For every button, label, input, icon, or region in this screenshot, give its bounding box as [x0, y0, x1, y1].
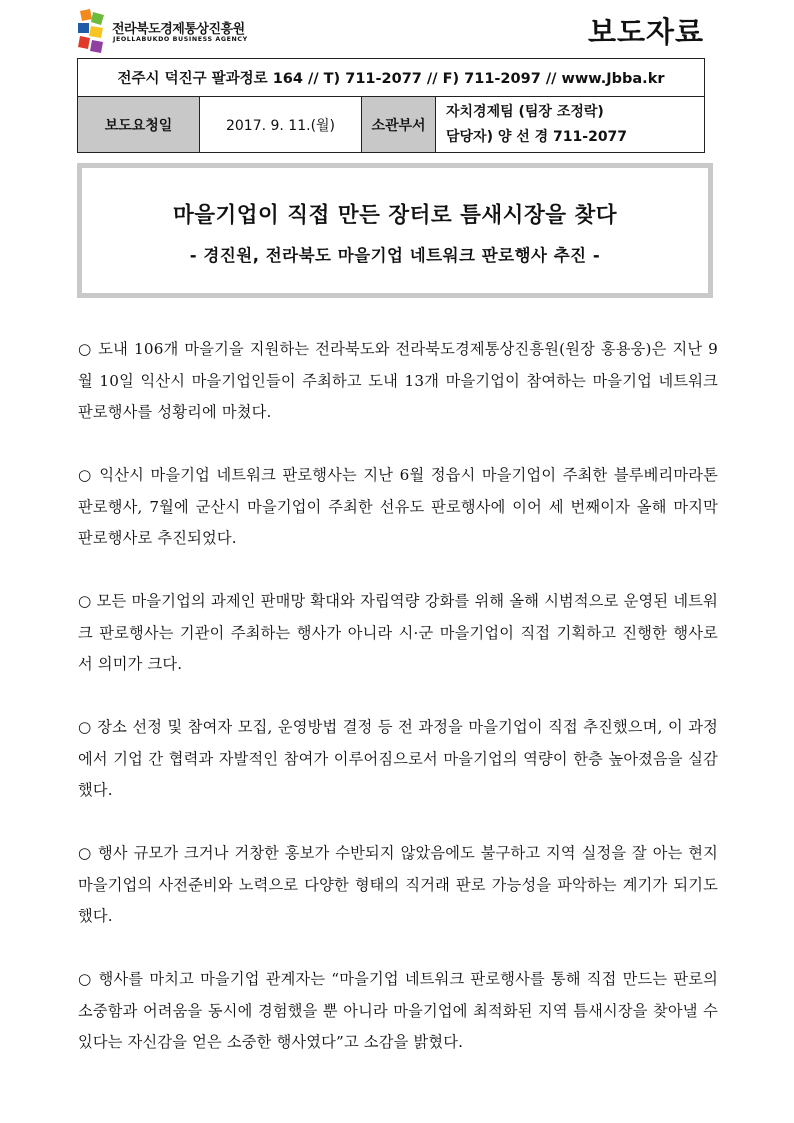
paragraph: ○ 익산시 마을기업 네트워크 판로행사는 지난 6월 정읍시 마을기업이 주최한 블루베리마라톤 판로행사, 7월에 군산시 마을기업이 주최한 선유도 판로행사에 이어 세 번째이자 올해 마지막 판로행사로 추진되었다. [78, 466, 718, 547]
agency-logo [76, 9, 306, 55]
department-info [436, 97, 704, 152]
agency-name-korean: 전라북도경제통상진흥원 [112, 22, 245, 37]
request-date-label: 보도요청일 [78, 97, 200, 152]
department-contact: 담당자) 양 선 경 711-2077 [446, 128, 628, 145]
subheadline: - 경진원, 전라북도 마을기업 네트워크 판로행사 추진 - [189, 246, 601, 265]
agency-name-english: JEOLLABUKDO BUSINESS AGENCY [113, 36, 248, 43]
request-date-value: 2017. 9. 11.(월) [200, 97, 362, 152]
paragraph: ○ 행사 규모가 크거나 거창한 홍보가 수반되지 않았음에도 불구하고 지역 실정을 잘 아는 현지 마을기업의 사전준비와 노력으로 다양한 형태의 직거래 판로 가능성을 파악하는 계기가 되기도 했다. [78, 844, 718, 925]
department-label: 소관부서 [362, 97, 436, 152]
paragraph: ○ 모든 마을기업의 과제인 판매망 확대와 자립역량 강화를 위해 올해 시범적으로 운영된 네트워크 판로행사는 기관이 주최하는 행사가 아니라 시·군 마을기업이 직접 기획하고 진행한 행사로서 의미가 크다. [78, 592, 718, 673]
contact-line: 전주시 덕진구 팔과정로 164 // T) 711-2077 // F) 711-2097 // www.Jbba.kr [78, 59, 704, 97]
headline-box [77, 163, 713, 298]
department-team: 자치경제팀 (팀장 조정락) [446, 103, 604, 120]
paragraph: ○ 도내 106개 마을기을 지원하는 전라북도와 전라북도경제통상진흥원(원장 홍용웅)은 지난 9월 10일 익산시 마을기업인들이 주최하고 도내 13개 마을기업이 참여하는 마을기업 네트워크 판로행사를 성황리에 마쳤다. [78, 340, 718, 421]
document-type-title: 보도자료 [587, 15, 704, 49]
paragraph: ○ 행사를 마치고 마을기업 관계자는 “마을기업 네트워크 판로행사를 통해 직접 만드는 판로의 소중함과 어려움을 동시에 경험했을 뿐 아니라 마을기업에 최적화된 지역 틈새시장을 찾아낼 수 있다는 자신감을 얻은 소중한 행사였다”고 소감을 밝혔다. [78, 970, 718, 1051]
article-body [78, 334, 718, 1090]
agency-logo-icon [76, 9, 110, 55]
press-info-table [77, 58, 705, 153]
headline: 마을기업이 직접 만든 장터로 틈새시장을 찾다 [172, 203, 618, 228]
paragraph: ○ 장소 선정 및 참여자 모집, 운영방법 결정 등 전 과정을 마을기업이 직접 추진했으며, 이 과정에서 기업 간 협력과 자발적인 참여가 이루어짐으로서 마을기업의 역량이 한층 높아졌음을 실감했다. [78, 718, 718, 799]
